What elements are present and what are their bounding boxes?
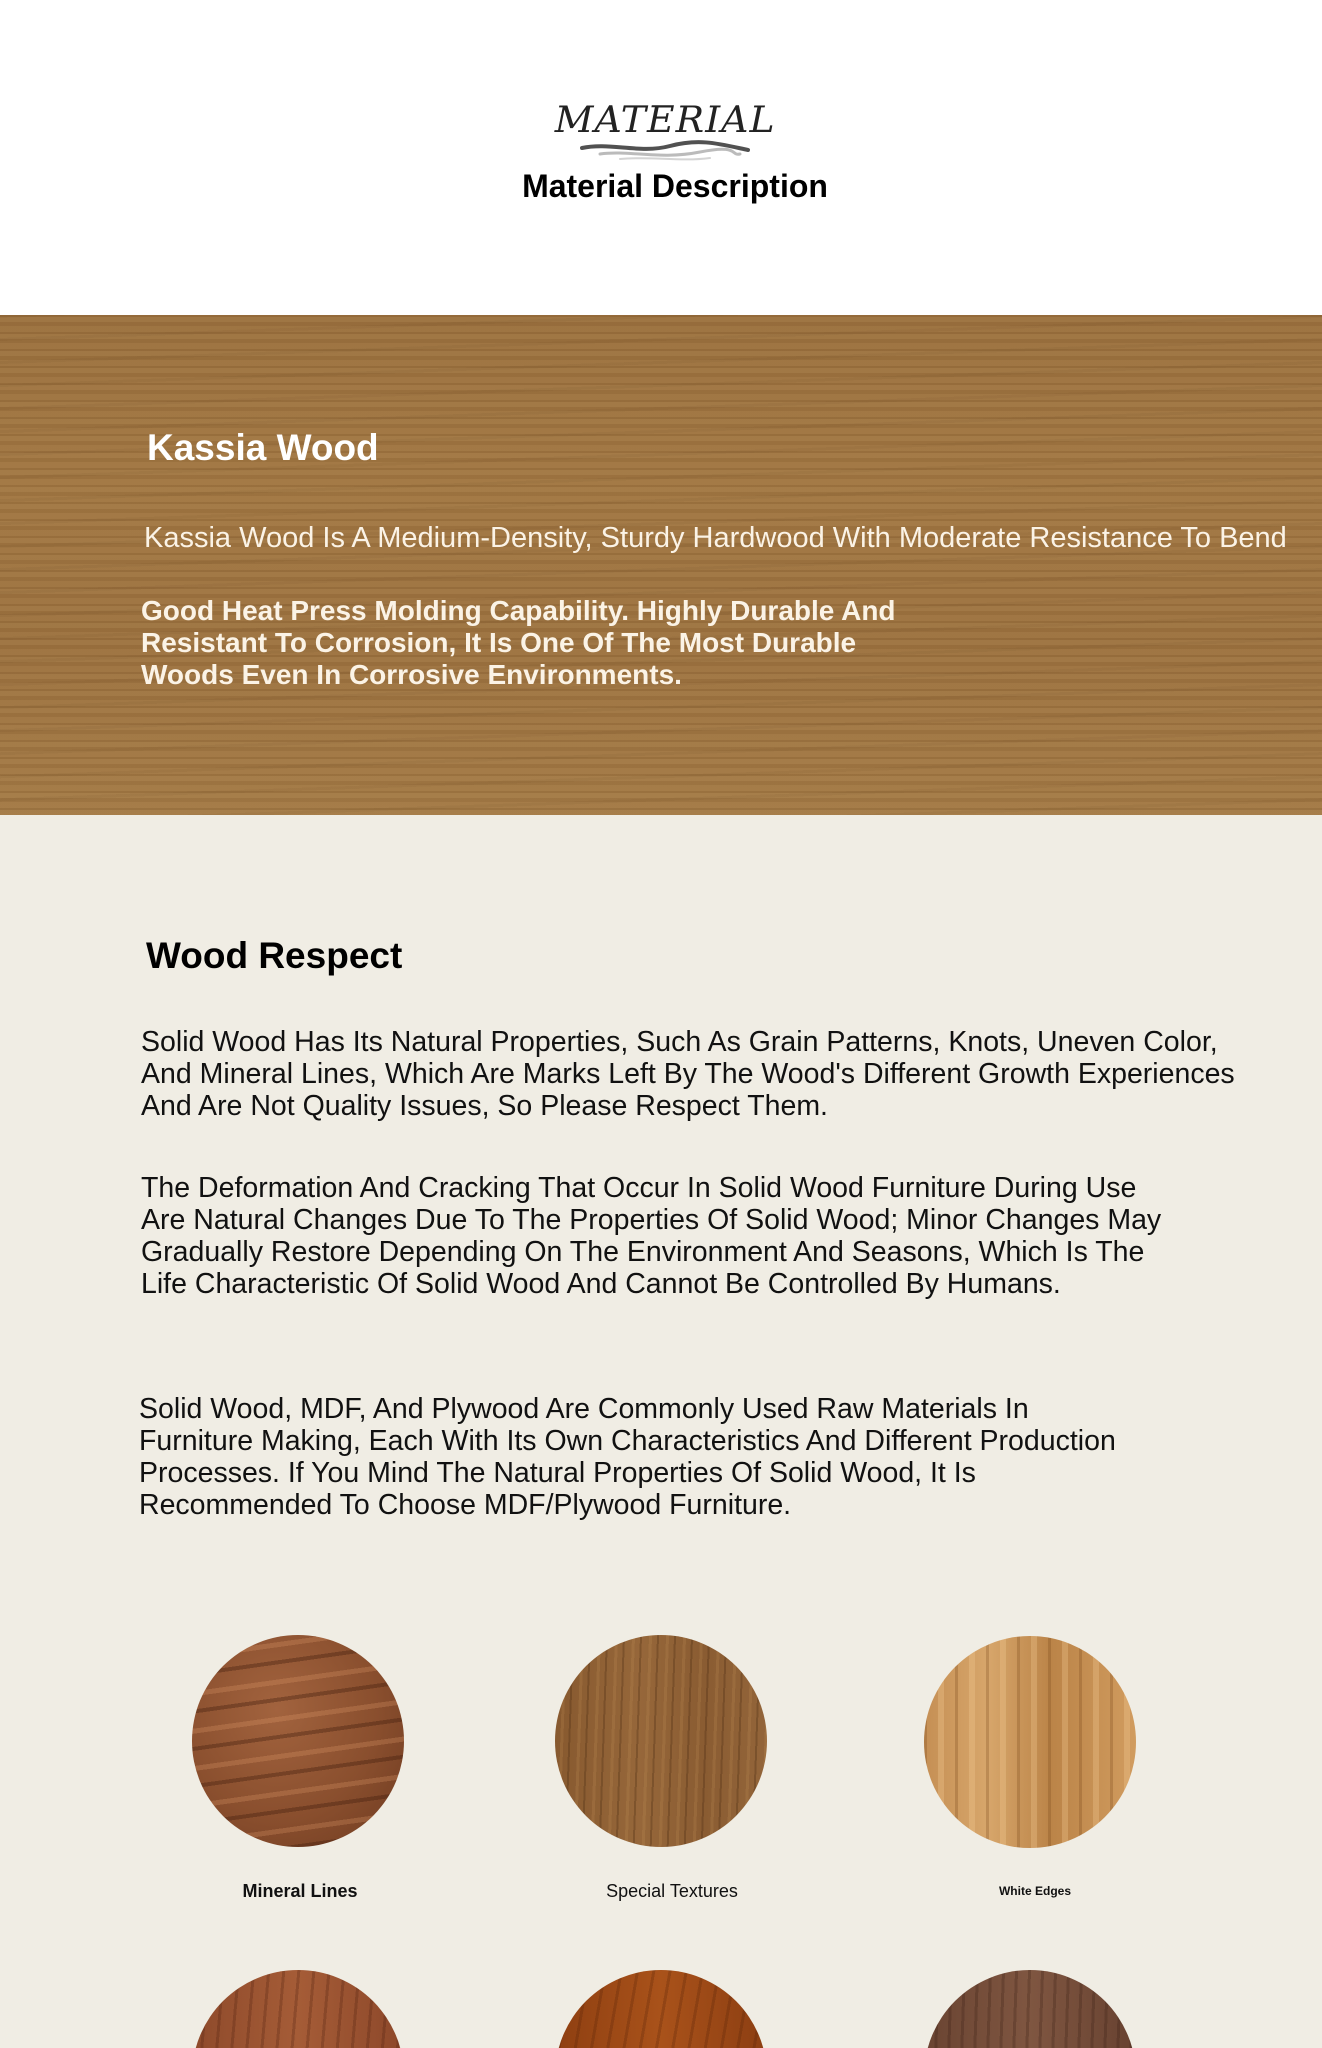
banner-description: Good Heat Press Molding Capability. Highly Durable And Resistant To Corrosion, It Is One Of The Most Durable Woods Even In Corrosive Environments. [141, 595, 896, 690]
wood-swatch-5 [555, 1970, 767, 2048]
swatch-label-special-textures: Special Textures [606, 1881, 738, 1901]
respect-paragraph-1: Solid Wood Has Its Natural Properties, Such As Grain Patterns, Knots, Uneven Color, And Mineral Lines, Which Are Marks Left By The Wood's Different Growth Experiences And Are Not Quality Issues, So Please Respect Them. [141, 1026, 1235, 1122]
respect-paragraph-2: The Deformation And Cracking That Occur In Solid Wood Furniture During Use Are Natural Changes Due To The Properties Of Solid Wood; Minor Changes May Gradually Restore Depending On The Environment And Seasons, Which Is The Life Characteristic Of Solid Wood And Cannot Be Controlled By Humans. [141, 1172, 1162, 1300]
logo-text: MATERIAL [554, 100, 776, 141]
mineral-lines-swatch [192, 1635, 404, 1847]
swatch-label-white-edges: White Edges [998, 1884, 1071, 1898]
swatch-label-mineral-lines: Mineral Lines [242, 1881, 358, 1901]
special-textures-swatch [555, 1635, 767, 1847]
brush-stroke-icon [580, 138, 750, 164]
material-logo [554, 100, 776, 170]
banner-title: Kassia Wood [147, 427, 379, 468]
wood-respect-title: Wood Respect [146, 935, 403, 976]
header [0, 0, 1322, 315]
banner-subtitle: Kassia Wood Is A Medium-Density, Sturdy Hardwood With Moderate Resistance To Bend [144, 522, 1287, 554]
wood-swatch-6 [924, 1970, 1136, 2048]
wood-swatch-4 [192, 1970, 404, 2048]
respect-paragraph-3: Solid Wood, MDF, And Plywood Are Commonly Used Raw Materials In Furniture Making, Each With Its Own Characteristics And Different Production Processes. If You Mind The Natural Properties Of Solid Wood, It Is Recommended To Choose MDF/Plywood Furniture. [139, 1393, 1116, 1521]
white-edges-swatch [924, 1636, 1136, 1848]
page-title: Material Description [522, 168, 828, 204]
kassia-wood-banner [0, 315, 1322, 815]
